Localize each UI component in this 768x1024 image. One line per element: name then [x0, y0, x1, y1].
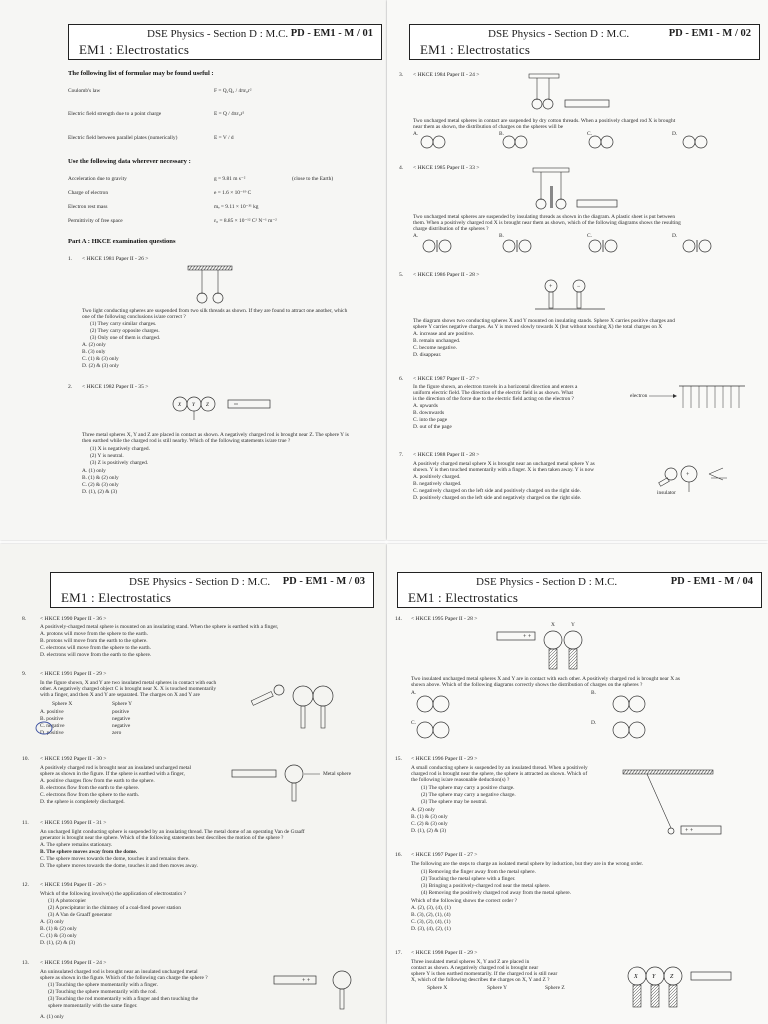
- question-text: Which of the following involve(s) the application of electrostatics ?: [40, 891, 186, 897]
- table-cell: zero: [112, 730, 122, 736]
- question-text: sphere as shown in the figure. If the sphere is earthed with a finger,: [40, 771, 185, 777]
- header-topic: EM1 : Electrostatics: [420, 42, 531, 57]
- svg-text:+ +: + +: [523, 634, 532, 640]
- q5-figure: [535, 276, 615, 312]
- svg-text:+ +: + +: [685, 828, 694, 834]
- question-text: the following is/are reasonable deduction(s) ?: [411, 777, 510, 783]
- table-head: Sphere Z: [545, 985, 565, 991]
- header-topic: EM1 : Electrostatics: [408, 590, 519, 605]
- option: C. into the page: [413, 417, 448, 423]
- page-header: [68, 24, 382, 60]
- data-note: (close to the Earth): [292, 176, 334, 182]
- option: A. positive charges flow from the earth to the sphere.: [40, 778, 155, 784]
- option-label: A.: [413, 131, 419, 137]
- question-text: A positively charged metal sphere X is brought near an uncharged metal sphere Y as: [413, 461, 595, 467]
- question-ref: < HKCE 1993 Paper II - 31 >: [40, 820, 107, 826]
- q4-options-figure: [417, 238, 757, 254]
- q10-figure: [228, 760, 328, 804]
- option: D. The sphere moves towards the dome, touches it and then moves away.: [40, 863, 198, 869]
- question-number: 15.: [395, 756, 402, 762]
- data-value: e = 1.6 × 10⁻¹⁹ C: [214, 190, 252, 196]
- question-text: Three metal spheres X, Y and Z are placed in contact as shown. A negatively charged rod is brought near Z. The sphere Y is: [82, 432, 349, 438]
- q3-figure: [517, 74, 637, 114]
- question-number: 6.: [399, 376, 404, 382]
- header-topic: EM1 : Electrostatics: [61, 590, 172, 605]
- option: A. upwards: [413, 403, 438, 409]
- option: A. positively charged.: [413, 474, 461, 480]
- option-label: B.: [499, 233, 504, 239]
- question-text: Two light conducting spheres are suspended from two silk threads as shown. If they are found to attract one another, which: [82, 308, 348, 314]
- electron-label: electron: [630, 393, 648, 399]
- option: B. (1) & (2) only: [40, 926, 77, 932]
- table-cell: positive: [112, 709, 130, 715]
- question-ref: < HKCE 1990 Paper II - 36 >: [40, 616, 107, 622]
- question-text: sphere as shown in the figure. Which of the following can charge the sphere ?: [40, 975, 208, 981]
- question-text: Two uncharged metal spheres in contact are suspended by dry cotton threads. When a positively charged rod X is brought: [413, 118, 676, 124]
- option: B. remain unchanged.: [413, 338, 461, 344]
- option: C. electrons flow from the sphere to the earth.: [40, 792, 140, 798]
- header-series: DSE Physics - Section D : M.C.: [129, 576, 271, 588]
- option: D. (3), (4), (2), (1): [411, 926, 451, 932]
- question-number: 2.: [68, 384, 73, 390]
- option: B. (3) only: [82, 349, 106, 355]
- question-text: them. When a positively charged rod X is brought near them as shown, which of the following diagrams shows the resulting: [413, 220, 681, 226]
- option: D. disappear.: [413, 352, 442, 358]
- formula-eq: F = Q₁Q₂ / 4πε₀r²: [214, 88, 252, 94]
- table-cell: negative: [112, 716, 131, 722]
- svg-text:Z: Z: [206, 403, 209, 408]
- page-code: PD - EM1 - M / 01: [290, 28, 373, 39]
- question-text: charged rod is brought near the sphere, the sphere is attracted as shown. Which of: [411, 771, 588, 777]
- answer-circle-mark: [34, 718, 54, 738]
- option: A. (1) only: [82, 468, 106, 474]
- question-ref: < HKCE 1991 Paper II - 29 >: [40, 671, 107, 677]
- option: A. (2) only: [411, 807, 435, 813]
- option: B. (3), (2), (1), (4): [411, 912, 451, 918]
- question-ref: < HKCE 1987 Paper II - 27 >: [413, 376, 480, 382]
- option-label: C.: [411, 720, 416, 726]
- statement: (2) Y is neutral.: [90, 453, 124, 459]
- question-text: other. A negatively charged object C is brought near X. X is touched momentarily: [40, 686, 217, 692]
- option: D. (1), (2) & (3): [82, 489, 118, 495]
- question-text: with a finger, and then X and Y are separated. The charges on X and Y are: [40, 692, 200, 698]
- electric-field-figure: [649, 384, 749, 416]
- q9-figure: [245, 676, 370, 732]
- question-number: 13.: [22, 960, 29, 966]
- option: C. become negative.: [413, 345, 458, 351]
- question-text: charge distribution of the spheres ?: [413, 226, 489, 232]
- question-ref: < HKCE 1998 Paper II - 29 >: [411, 950, 478, 956]
- statement: (1) Removing the finger away from the metal sphere.: [421, 869, 536, 875]
- svg-text:+ +: + +: [302, 978, 311, 984]
- option: A. increase and are positive.: [413, 331, 475, 337]
- statement: (3) Touching the rod momentarily with a finger and then touching the: [48, 996, 198, 1002]
- q15-figure: [623, 770, 733, 840]
- option: A. (2) only: [82, 342, 106, 348]
- option: B. (1) & (2) only: [82, 475, 119, 481]
- svg-text:+: +: [549, 284, 553, 290]
- option-label: B.: [499, 131, 504, 137]
- page-2: [387, 0, 768, 540]
- statement: (1) They carry similar charges.: [90, 321, 157, 327]
- table-cell: A. positive: [40, 709, 64, 715]
- statement: (2) They carry opposite charges.: [90, 328, 160, 334]
- question-text: one of the following conclusions is/are correct ?: [82, 314, 186, 320]
- option: A. (3) only: [40, 919, 64, 925]
- insulator-label: insulator: [657, 490, 676, 496]
- question-text: An uncharged light conducting sphere is suspended by an insulating thread. The metal dome of an operating Van de Graaff: [40, 829, 305, 835]
- option: D. electrons will move from the earth to the sphere.: [40, 652, 152, 658]
- question-ref: < HKCE 1982 Paper II - 35 >: [82, 384, 149, 390]
- table-head: Sphere Y: [112, 701, 133, 707]
- option-label: D.: [591, 720, 597, 726]
- question-ref: < HKCE 1992 Paper II - 30 >: [40, 756, 107, 762]
- statement: (3) The sphere may be neutral.: [421, 799, 488, 805]
- header-topic: EM1 : Electrostatics: [79, 42, 190, 57]
- question-text: shown above. Which of the following diagrams correctly shows the distribution of charges on the spheres ?: [411, 682, 643, 688]
- option-label: A.: [411, 690, 417, 696]
- question-number: 12.: [22, 882, 29, 888]
- sphere-label-x: X: [551, 622, 555, 628]
- question-text: uniform electric field. The direction of the electric field is as shown. What: [413, 390, 573, 396]
- svg-text:−: −: [577, 284, 581, 290]
- question-text: X, which of the following describes the charges on X, Y and Z ?: [411, 977, 550, 983]
- option: C. negatively charged on the left side and positively charged on the right side.: [413, 488, 581, 494]
- question-ref: < HKCE 1994 Paper II - 24 >: [40, 960, 107, 966]
- option: B. (1) & (3) only: [411, 814, 448, 820]
- question-text: Three insulated metal spheres X, Y and Z are placed in: [411, 959, 530, 965]
- question-text: Two insulated uncharged metal spheres X and Y are in contact with each other. A positively charged rod is brought near X as: [411, 676, 680, 682]
- option: D. the sphere is completely discharged.: [40, 799, 125, 805]
- page-3: [0, 544, 386, 1024]
- question-text: A positively charged rod is brought near an insulated uncharged metal: [40, 765, 191, 771]
- statement: (3) A Van de Graaff generator: [48, 912, 113, 918]
- formula-heading: The following list of formulae may be found useful :: [68, 70, 214, 77]
- table-head: Sphere X: [52, 701, 73, 707]
- page-4: [387, 544, 768, 1024]
- statement: (1) A photocopier: [48, 898, 87, 904]
- metal-sphere-label: Metal sphere: [323, 771, 351, 777]
- table-head: Sphere Y: [487, 985, 508, 991]
- question-text: In the figure shown, an electron travels in a horizontal direction and enters a: [413, 384, 578, 390]
- formula-name: Electric field between parallel plates (numerically): [68, 135, 178, 141]
- three-spheres-figure: [170, 392, 280, 426]
- page-code: PD - EM1 - M / 03: [282, 576, 365, 587]
- formula-name: Coulomb's law: [68, 88, 101, 94]
- question-number: 7.: [399, 452, 404, 458]
- q3-options-figure: [417, 134, 757, 150]
- table-head: Sphere X: [427, 985, 448, 991]
- option: C. (2) & (3) only: [411, 821, 448, 827]
- option: D. (1), (2) & (3): [411, 828, 447, 834]
- option: B. The sphere moves away from the dome.: [40, 849, 138, 855]
- question-text: then earthed while the charged rod is still nearby. Which of the following statements is/are true ?: [82, 438, 291, 444]
- question-number: 11.: [22, 820, 29, 826]
- page-code: PD - EM1 - M / 04: [670, 576, 753, 587]
- header-series: DSE Physics - Section D : M.C.: [147, 28, 289, 40]
- sphere-label-y: Y: [571, 622, 575, 628]
- formula-eq: E = Q / 4πε₀r²: [214, 111, 245, 117]
- formula-eq: E = V / d: [214, 135, 234, 141]
- option: A. The sphere remains stationary.: [40, 842, 113, 848]
- question-ref: < HKCE 1997 Paper II - 27 >: [411, 852, 478, 858]
- statement: (3) Z is positively charged.: [90, 460, 149, 466]
- statement: (2) A precipitator in the chimney of a coal-fired power station: [48, 905, 181, 911]
- question-text: Two uncharged metal spheres are suspended by insulating threads as shown in the diagram. A plastic sheet is put between: [413, 214, 676, 220]
- option: D. out of the page: [413, 424, 452, 430]
- question-text: shown. Y is then touched momentarily with a finger. X is then taken away. Y is now: [413, 467, 595, 473]
- svg-text:Y: Y: [652, 974, 656, 980]
- page-1: [0, 0, 386, 540]
- question-number: 8.: [22, 616, 27, 622]
- question-ref: < HKCE 1981 Paper II - 26 >: [82, 256, 149, 262]
- option-label: B.: [591, 690, 596, 696]
- table-cell: C. negative: [40, 723, 65, 729]
- hanging-spheres-figure: [180, 266, 260, 310]
- question-ref: < HKCE 1988 Paper II - 28 >: [413, 452, 480, 458]
- question-number: 1.: [68, 256, 73, 262]
- statement: (2) Touching the sphere momentarily with the rod.: [48, 989, 157, 995]
- page-header: [50, 572, 374, 608]
- option: D. (1), (2) & (3): [40, 940, 76, 946]
- option: B. negatively charged.: [413, 481, 462, 487]
- part-heading: Part A : HKCE examination questions: [68, 238, 176, 245]
- statement: (2) Touching the metal sphere with a finger.: [421, 876, 516, 882]
- data-name: Permittivity of free space: [68, 218, 123, 224]
- q14-figure: [497, 622, 647, 674]
- question-number: 4.: [399, 165, 404, 171]
- question-text: In the figure shown, X and Y are two insulated metal spheres in contact with each: [40, 680, 217, 686]
- data-heading: Use the following data wherever necessary :: [68, 158, 191, 165]
- question-ref: < HKCE 1986 Paper II - 28 >: [413, 272, 480, 278]
- table-cell: D. positive: [40, 730, 64, 736]
- question-text: A positively-charged metal sphere is mounted on an insulating stand. When the sphere is earthed with a finger,: [40, 624, 279, 630]
- q14-options-figure: [411, 694, 751, 740]
- option: B. downwards: [413, 410, 445, 416]
- question-text: is the direction of the force due to the electric field acting on the electron ?: [413, 396, 574, 402]
- question-number: 9.: [22, 671, 27, 677]
- question-ref: < HKCE 1985 Paper II - 33 >: [413, 165, 480, 171]
- question-number: 5.: [399, 272, 404, 278]
- option-label: A.: [413, 233, 419, 239]
- question-number: 17.: [395, 950, 402, 956]
- question-ref: < HKCE 1996 Paper II - 29 >: [411, 756, 478, 762]
- question-ref: < HKCE 1995 Paper II - 28 >: [411, 616, 478, 622]
- question-text: contact as shown. A negatively charged rod is brought near: [411, 965, 539, 971]
- question-number: 14.: [395, 616, 402, 622]
- question-text: Which of the following shows the correct order ?: [411, 898, 517, 904]
- option: A. protons will move from the sphere to the earth.: [40, 631, 148, 637]
- svg-text:X: X: [178, 403, 182, 408]
- svg-text:X: X: [634, 974, 638, 980]
- option: A. (2), (3), (4), (1): [411, 905, 451, 911]
- data-value: mₑ = 9.11 × 10⁻³¹ kg: [214, 204, 259, 210]
- data-value: g = 9.81 m s⁻²: [214, 176, 246, 182]
- data-name: Acceleration due to gravity: [68, 176, 127, 182]
- statement: (1) The sphere may carry a positive charge.: [421, 785, 515, 791]
- statement: (1) X is negatively charged.: [90, 446, 150, 452]
- question-number: 10.: [22, 756, 29, 762]
- q4-figure: [527, 168, 637, 212]
- data-name: Charge of electron: [68, 190, 109, 196]
- question-text: generator is brought near the sphere. Which of the following statements best describes the motion of the sphere ?: [40, 835, 284, 841]
- q13-figure: [272, 968, 372, 1012]
- question-text: sphere Y carries negative charges. As Y is moved slowly towards X (but without touching X) the total charges on X: [413, 324, 663, 330]
- header-series: DSE Physics - Section D : M.C.: [476, 576, 618, 588]
- option: C. electrons will move from the sphere to the earth.: [40, 645, 151, 651]
- option-label: C.: [587, 131, 592, 137]
- option-label: D.: [672, 233, 678, 239]
- option-label: C.: [587, 233, 592, 239]
- data-value: ε₀ = 8.85 × 10⁻¹² C² N⁻¹ m⁻²: [214, 218, 277, 224]
- option: C. (3), (2), (4), (1): [411, 919, 451, 925]
- question-text: An uninsulated charged rod is brought near an insulated uncharged metal: [40, 969, 198, 975]
- option: C. (1) & (3) only: [40, 933, 77, 939]
- option-label: D.: [672, 131, 678, 137]
- option: C. (1) & (3) only: [82, 356, 119, 362]
- question-text: near them as shown, the distribution of charges on the spheres will be: [413, 124, 564, 130]
- statement: (1) Touching the sphere momentarily with a finger.: [48, 982, 159, 988]
- statement: (2) The sphere may carry a negative charge.: [421, 792, 516, 798]
- svg-text:+: +: [686, 472, 690, 478]
- page-code: PD - EM1 - M / 02: [668, 28, 751, 39]
- data-name: Electron rest mass: [68, 204, 108, 210]
- formula-name: Electric field strength due to a point charge: [68, 111, 162, 117]
- page-header: [409, 24, 760, 60]
- statement: (3) Bringing a positively-charged rod near the metal sphere.: [421, 883, 551, 889]
- option: C. The sphere moves towards the dome, touches it and remains there.: [40, 856, 190, 862]
- question-ref: < HKCE 1994 Paper II - 26 >: [40, 882, 107, 888]
- option: A. (1) only: [40, 1014, 64, 1020]
- header-series: DSE Physics - Section D : M.C.: [488, 28, 630, 40]
- option: D. (2) & (3) only: [82, 363, 119, 369]
- table-cell: B. positive: [40, 716, 64, 722]
- q17-figure: [621, 954, 741, 1014]
- question-text: The diagram shows two conducting spheres X and Y mounted on insulating stands. Sphere X carries positive charges and: [413, 318, 675, 324]
- statement: sphere momentarily with the same finger.: [48, 1003, 138, 1009]
- statement: (3) Only one of them is charged.: [90, 335, 161, 341]
- question-text: The following are the steps to charge an isolated metal sphere by induction, but they are in the wrong order.: [411, 861, 644, 867]
- question-text: sphere Y is then earthed momentarily. If the charged rod is still near: [411, 971, 558, 977]
- option: D. positively charged on the left side and negatively charged on the right side.: [413, 495, 582, 501]
- page-header: [397, 572, 762, 608]
- option: C. (2) & (3) only: [82, 482, 119, 488]
- question-number: 16.: [395, 852, 402, 858]
- option: B. protons will move from the earth to the sphere.: [40, 638, 148, 644]
- svg-text:Z: Z: [670, 974, 674, 980]
- table-cell: negative: [112, 723, 131, 729]
- question-ref: < HKCE 1984 Paper II - 24 >: [413, 72, 480, 78]
- svg-text:Y: Y: [192, 403, 195, 408]
- option: B. electrons flow from the earth to the sphere.: [40, 785, 140, 791]
- question-text: A small conducting sphere is suspended by an insulated thread. When a positively: [411, 765, 588, 771]
- statement: (4) Removing the positively charged rod away from the metal sphere.: [421, 890, 572, 896]
- question-number: 3.: [399, 72, 404, 78]
